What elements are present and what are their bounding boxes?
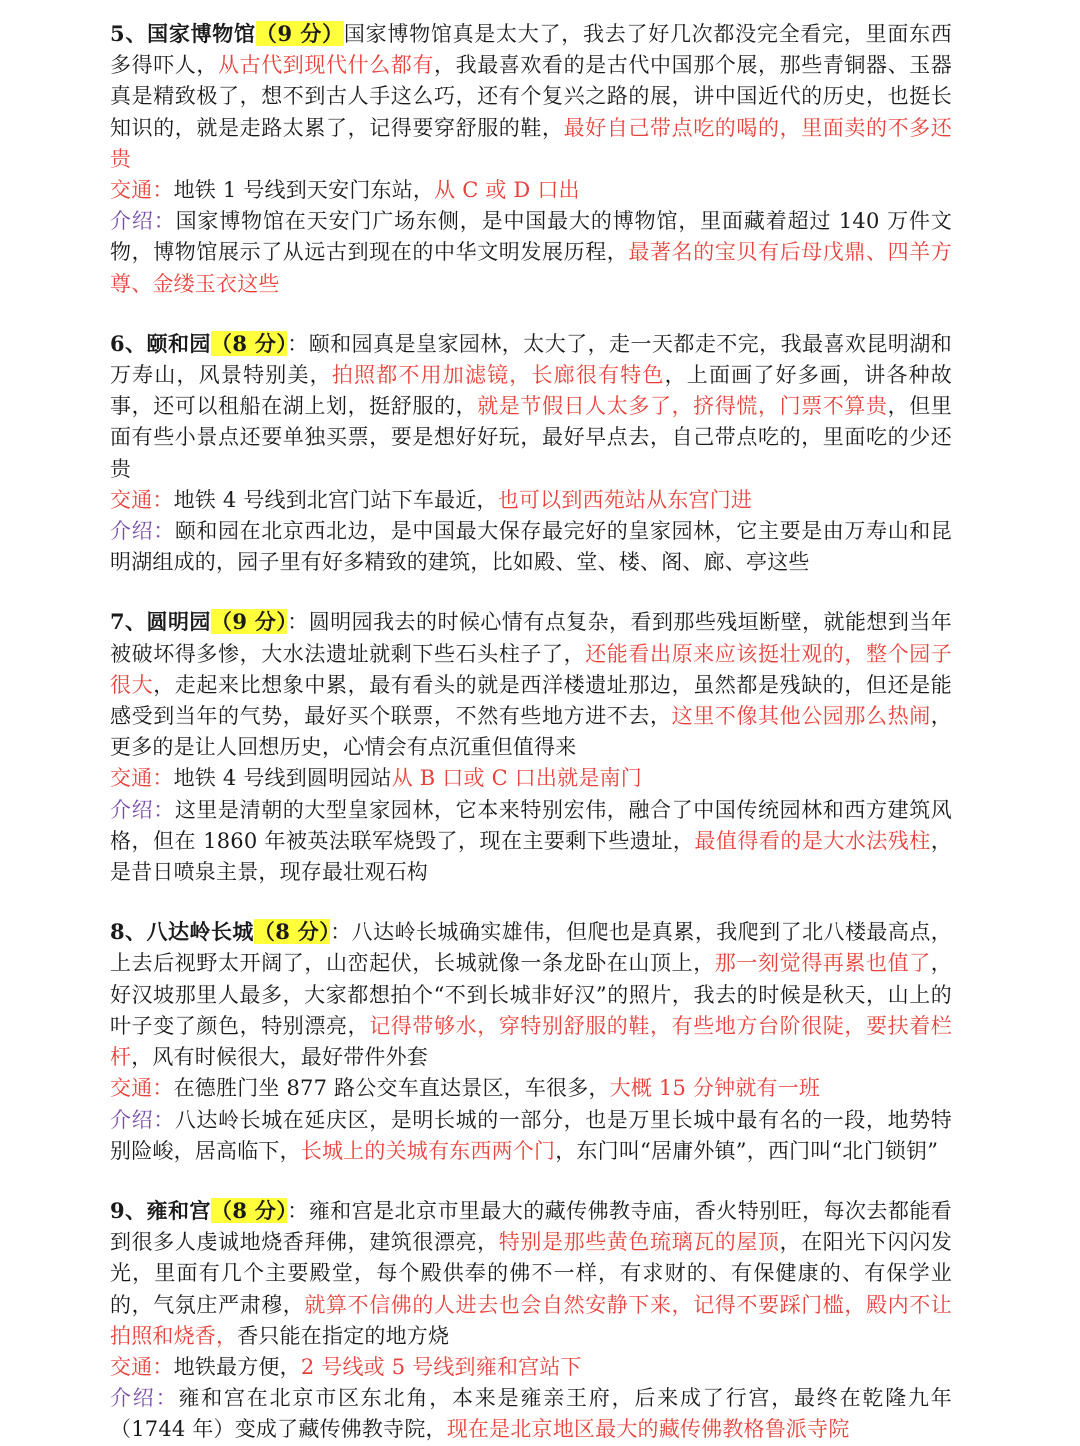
intro-label: 介绍：	[110, 209, 176, 234]
review-highlight: 特别是那些黄色琉璃瓦的屋顶	[498, 1230, 780, 1255]
attraction-name: 颐和园	[146, 330, 211, 356]
review-highlight: 记得带够水，穿特别舒服的鞋，有些地方台阶很陡，要扶着栏杆	[110, 1013, 952, 1070]
attraction-entry	[110, 18, 952, 300]
review-paragraph	[110, 606, 952, 763]
review-text: ，我最喜欢看的是古代中国那个展，那些青铜器、玉器真是精致极了，想不到古人手这么巧，还有个复兴之路的展，讲中国近代的历史，也挺长知识的，就是走路太累了，记得要穿舒服的鞋，	[110, 53, 952, 140]
attraction-entry	[110, 328, 952, 579]
intro-paragraph	[110, 795, 952, 889]
score-badge: （9 分）	[210, 609, 288, 635]
review-highlight: 就算不信佛的人进去也会自然安静下来，记得不要踩门槛，殿内不让拍照和烧香，	[110, 1292, 952, 1348]
intro-text: ，东门叫“居庸外镇”，西门叫“北门锁钥”	[555, 1138, 939, 1163]
review-text: ，更多的是让人回想历史，心情会有点沉重但值得来	[110, 704, 952, 760]
review-text: ，风有时候很大，最好带件外套	[131, 1045, 429, 1070]
traffic-label: 交通：	[110, 178, 174, 203]
review-text: ：八达岭长城确实雄伟，但爬也是真累，我爬到了北八楼最高点，上去后视野太开阔了，山峦起伏，长城就像一条龙卧在山顶上，	[110, 920, 952, 976]
review-paragraph	[110, 1195, 952, 1352]
entry-number: 6、	[110, 330, 147, 356]
intro-text: 雍和宫在北京市区东北角，本来是雍亲王府，后来成了行宫，最终在乾隆九年（1744 年）变成了藏传佛教寺院，	[110, 1386, 952, 1442]
attraction-name: 八达岭长城	[146, 919, 254, 945]
attraction-entry	[110, 916, 952, 1167]
intro-label: 介绍：	[110, 797, 175, 822]
attraction-entry	[110, 606, 952, 888]
traffic-highlight: 2 号线或 5 号线到雍和宫站下	[300, 1354, 582, 1379]
traffic-text: 在德胜门坐 877 路公交车直达景区，车很多，	[173, 1076, 610, 1101]
traffic-paragraph	[110, 485, 952, 516]
traffic-label: 交通：	[110, 1076, 174, 1101]
intro-text: ，是昔日喷泉主景，现存最壮观石构	[110, 828, 953, 885]
review-text: 国家博物馆真是太大了，我去了好几次都没完全看完，里面东西多得吓人，	[110, 22, 952, 78]
traffic-text: 地铁 4 号线到北宫门站下车最近，	[173, 487, 498, 512]
score-badge: （8 分）	[210, 330, 288, 356]
review-text: ，但里面有些小景点还要单独买票，要是想好好玩，最好早点去，自己带点吃的，里面吃的少还贵	[110, 394, 952, 481]
review-highlight: 拍照都不用加滤镜，长廊很有特色	[331, 363, 665, 388]
entry-number: 5、	[110, 21, 148, 46]
traffic-highlight: 从 C 或 D 口出	[434, 178, 580, 203]
attraction-list	[110, 18, 952, 1446]
review-highlight: 这里不像其他公园那么热闹	[671, 704, 931, 729]
intro-label: 介绍：	[110, 519, 175, 544]
review-text: ，走起来比想象中累，最有看头的就是西洋楼遗址那边，虽然都是残缺的，但还是能感受到当年的气势，最好买个联票，不然有些地方进不去，	[110, 672, 952, 729]
intro-highlight: 最著名的宝贝有后母戊鼎、四羊方尊、金缕玉衣这些	[110, 240, 952, 296]
traffic-label: 交通：	[110, 487, 174, 512]
intro-text: 国家博物馆在天安门广场东侧，是中国最大的博物馆，里面藏着超过 140 万件文物，博物馆展示了从远古到现在的中华文明发展历程，	[110, 209, 952, 265]
review-paragraph	[110, 916, 952, 1073]
traffic-highlight: 也可以到西苑站从东宫门进	[497, 487, 753, 512]
review-text: ，上面画了好多画，讲各种故事，还可以租船在湖上划，挺舒服的，	[110, 363, 953, 419]
traffic-paragraph	[110, 1073, 952, 1104]
review-highlight: 就是节假日人太多了，挤得慌，门票不算贵	[477, 394, 888, 419]
traffic-paragraph	[110, 763, 952, 794]
traffic-text: 地铁 4 号线到圆明园站	[173, 766, 392, 791]
intro-paragraph	[110, 206, 952, 300]
traffic-highlight: 从 B 口或 C 口出就是南门	[391, 766, 642, 791]
intro-paragraph	[110, 1383, 952, 1445]
review-text: ：圆明园我去的时候心情有点复杂，看到那些残垣断壁，就能想到当年被破坏得多惨，大水法遗址就剩下些石头柱子了，	[110, 610, 952, 666]
intro-paragraph	[110, 1105, 952, 1167]
review-text: ，好汉坡那里人最多，大家都想拍个“不到长城非好汉”的照片，我去的时候是秋天，山上的叶子变了颜色，特别漂亮，	[110, 951, 952, 1038]
score-badge: （8 分）	[253, 919, 331, 945]
traffic-paragraph	[110, 175, 952, 206]
intro-label: 介绍：	[110, 1386, 179, 1411]
attraction-name: 圆明园	[146, 609, 211, 635]
intro-highlight: 现在是北京地区最大的藏传佛教格鲁派寺院	[446, 1417, 850, 1442]
traffic-label: 交通：	[110, 766, 174, 791]
review-highlight: 从古代到现代什么都有	[218, 53, 434, 78]
traffic-paragraph	[110, 1352, 952, 1383]
traffic-label: 交通：	[110, 1354, 174, 1379]
review-text: ：颐和园真是皇家园林，太大了，走一天都走不完，我最喜欢昆明湖和万寿山，风景特别美，	[110, 331, 952, 388]
traffic-text: 地铁 1 号线到天安门东站，	[173, 178, 435, 203]
review-paragraph	[110, 328, 952, 485]
intro-highlight: 长城上的关城有东西两个门	[300, 1138, 556, 1163]
attraction-entry	[110, 1195, 952, 1446]
intro-text: 这里是清朝的大型皇家园林，它本来特别宏伟，融合了中国传统园林和西方建筑风格，但在 1860 年被英法联军烧毁了，现在主要剩下些遗址，	[110, 797, 952, 853]
score-badge: （9 分）	[255, 21, 344, 46]
review-highlight: 最好自己带点吃的喝的，里面卖的不多还贵	[110, 115, 952, 171]
review-text: ，在阳光下闪闪发光，里面有几个主要殿堂，每个殿供奉的佛不一样，有求财的、有保健康的、有保学业的，气氛庄严肃穆，	[110, 1230, 952, 1317]
attraction-name: 雍和宫	[146, 1197, 211, 1223]
entry-number: 9、	[110, 1197, 147, 1223]
entry-number: 8、	[110, 919, 147, 945]
review-text: 香只能在指定的地方烧	[237, 1323, 450, 1348]
review-paragraph	[110, 18, 952, 175]
review-text: ：雍和宫是北京市里最大的藏传佛教寺庙，香火特别旺，每次去都能看到很多人虔诚地烧香拜佛，建筑很漂亮，	[110, 1198, 952, 1255]
traffic-highlight: 大概 15 分钟就有一班	[609, 1076, 821, 1101]
review-highlight: 那一刻觉得再累也值了	[714, 951, 931, 976]
intro-paragraph	[110, 516, 952, 578]
intro-highlight: 最值得看的是大水法残柱	[694, 828, 931, 853]
review-highlight: 还能看出原来应该挺壮观的，整个园子很大	[110, 641, 952, 697]
score-badge: （8 分）	[210, 1197, 288, 1223]
entry-number: 7、	[110, 609, 147, 635]
intro-text: 颐和园在北京西北边，是中国最大保存最完好的皇家园林，它主要是由万寿山和昆明湖组成的，园子里有好多精致的建筑，比如殿、堂、楼、阁、廊、亭这些	[110, 519, 952, 575]
traffic-text: 地铁最方便，	[173, 1354, 301, 1379]
intro-text: 八达岭长城在延庆区，是明长城的一部分，也是万里长城中最有名的一段，地势特别险峻，居高临下，	[110, 1107, 952, 1163]
attraction-name: 国家博物馆	[147, 21, 256, 46]
intro-label: 介绍：	[110, 1107, 175, 1132]
